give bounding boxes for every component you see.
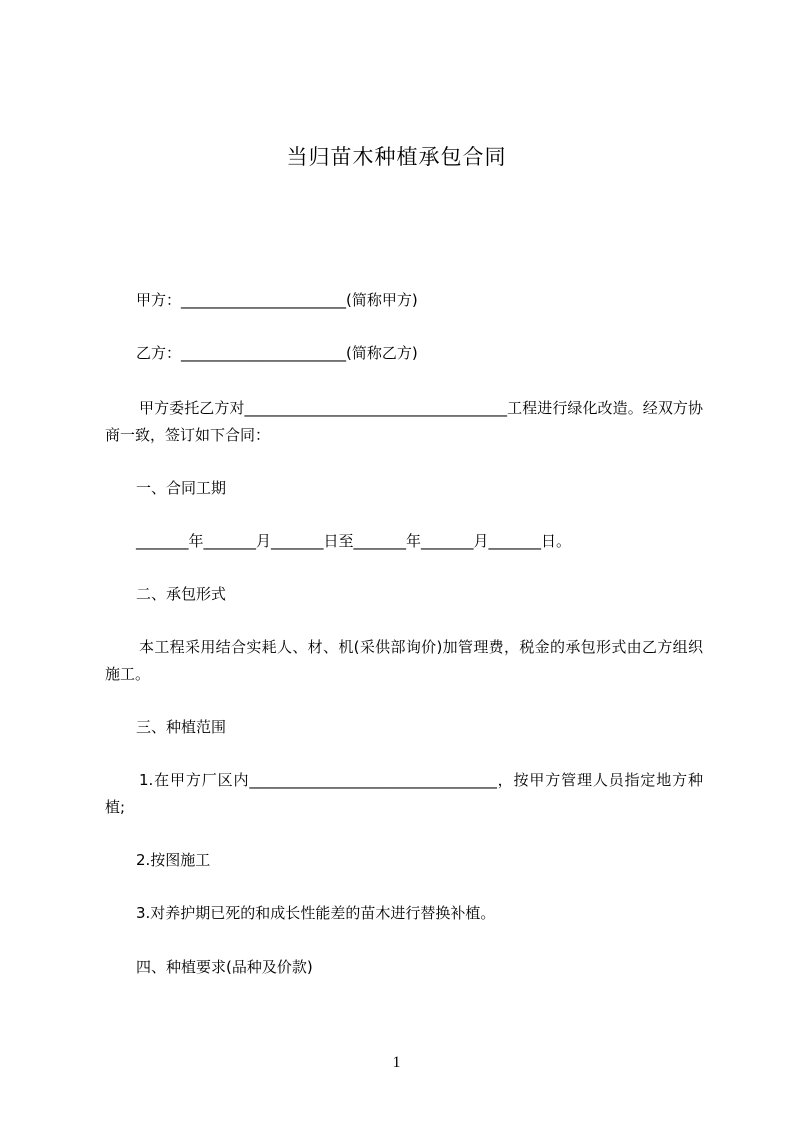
section-3-item-2: 2.按图施工 <box>136 851 211 869</box>
section-2-heading: 二、承包形式 <box>136 585 227 603</box>
section-3-item-3: 3.对养护期已死的和成长性能差的苗木进行替换补植。 <box>136 904 496 922</box>
section-1-heading: 一、合同工期 <box>136 479 227 497</box>
section-2-paragraph: 本工程采用结合实耗人、材、机(采供部询价)加管理费，税金的承包形式由乙方组织施工。 <box>105 638 703 683</box>
section-3-heading: 三、种植范围 <box>136 718 227 736</box>
intro-paragraph: 甲方委托乙方对___________________________________工程进行绿化改造。经双方协商一致，签订如下合同： <box>105 399 703 444</box>
page-number: 1 <box>392 1054 401 1071</box>
section-4-heading: 四、种植要求(品种及价款) <box>136 958 313 976</box>
party-b-line: 乙方：______________________(简称乙方) <box>136 344 418 362</box>
section-3-item-1: 1.在甲方厂区内_________________________________，按甲方管理人员指定地方种植; <box>105 771 703 816</box>
document-title: 当归苗木种植承包合同 <box>286 145 507 169</box>
contract-period-dates: _______年_______月_______日至_______年_______月_______日。 <box>136 532 572 550</box>
party-a-line: 甲方：______________________(简称甲方) <box>136 291 418 309</box>
